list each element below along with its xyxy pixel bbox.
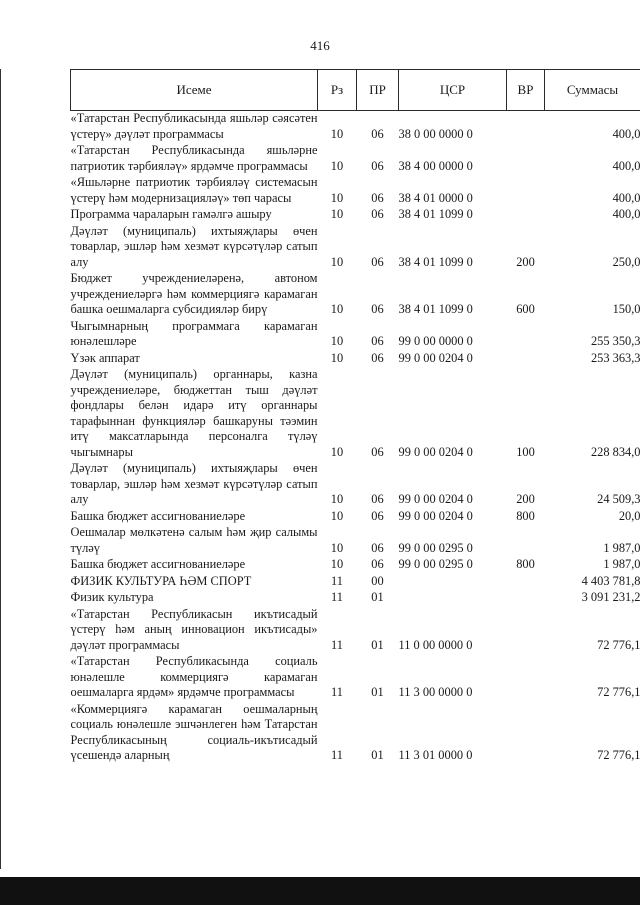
cell-csr: 11 0 00 0000 0: [398, 637, 473, 652]
table-row: [71, 525, 640, 557]
header-pr: ПР: [357, 70, 399, 111]
cell-pr: 06: [371, 302, 384, 316]
cell-rz: 10: [330, 190, 344, 205]
table-row: [71, 111, 640, 144]
cell-pr: 06: [371, 254, 384, 269]
budget-table-container: [70, 69, 640, 765]
table-row: [71, 509, 640, 526]
cell-pr: 01: [371, 748, 384, 762]
cell-rz: 10: [330, 350, 344, 365]
cell-name: Оешмалар мөлкәтенә салым һәм җир салымы түләү: [70, 525, 318, 555]
cell-name: Башка бюджет ассигнованиеләре: [70, 508, 246, 523]
cell-amount: 400,0: [612, 190, 640, 205]
cell-name: ФИЗИК КУЛЬТУРА ҺӘМ СПОРТ: [70, 573, 252, 588]
cell-vr: [507, 319, 545, 351]
header-csr: ЦСР: [399, 70, 507, 111]
cell-vr: [507, 207, 545, 224]
cell-pr: 06: [371, 334, 384, 348]
cell-rz: 10: [330, 207, 344, 221]
cell-amount: 250,0: [612, 254, 640, 269]
header-vr: ВР: [507, 70, 545, 111]
table-row: [71, 207, 640, 224]
cell-name: «Коммерциягә карамаган оешмаларның социаль юнәлешле эшчәнлеген һәм Татарстан Республикасының социаль-икътисадый үсешендә аларның: [70, 701, 318, 762]
cell-csr: 99 0 00 0295 0: [398, 557, 473, 571]
cell-pr: 06: [371, 508, 384, 523]
cell-name: Физик культура: [70, 590, 154, 604]
cell-vr: 100: [516, 444, 535, 459]
cell-amount: 72 776,1: [597, 685, 640, 699]
cell-name: Үзәк аппарат: [70, 350, 140, 365]
cell-amount: 72 776,1: [597, 748, 640, 762]
table-row: [71, 654, 640, 702]
cell-pr: 06: [371, 540, 384, 555]
cell-name: Бюджет учреждениеләренә, автоном учреждениеләргә һәм коммерциягә карамаган башка оешмаларга субсидияләр бирү: [70, 271, 318, 316]
cell-vr: [507, 654, 545, 702]
cell-name: «Яшьләрне патриотик тәрбияләү системасын үстерү һәм модернизацияләү» төп чарасы: [70, 175, 318, 205]
table-row: [71, 702, 640, 765]
cell-pr: 06: [371, 492, 384, 506]
cell-rz: 10: [330, 540, 344, 555]
cell-vr: [507, 574, 545, 591]
cell-rz: 10: [330, 126, 344, 141]
cell-vr: [507, 607, 545, 655]
cell-amount: 3 091 231,2: [581, 590, 640, 604]
cell-vr: 800: [516, 508, 535, 523]
cell-pr: 06: [371, 350, 384, 365]
header-rz: Рз: [318, 70, 357, 111]
cell-amount: 4 403 781,8: [581, 573, 640, 588]
cell-vr: [507, 111, 545, 144]
cell-vr: 200: [516, 254, 535, 269]
cell-amount: 24 509,3: [597, 492, 640, 506]
cell-vr: 800: [516, 557, 535, 571]
cell-rz: 10: [330, 557, 344, 571]
cell-rz: 10: [330, 302, 344, 316]
cell-pr: 06: [371, 444, 384, 459]
table-body: [71, 111, 640, 765]
cell-amount: 150,0: [612, 302, 640, 316]
cell-rz: 10: [330, 254, 344, 269]
cell-rz: 11: [331, 685, 343, 699]
cell-pr: 06: [371, 190, 384, 205]
table-row: [71, 367, 640, 461]
cell-name: Башка бюджет ассигнованиеләре: [70, 557, 246, 571]
cell-amount: 1 987,0: [603, 557, 640, 571]
cell-csr: 99 0 00 0295 0: [398, 540, 473, 555]
cell-name: Чыгымнарның программага карамаган юнәлешләре: [70, 318, 318, 348]
header-name: Исеме: [71, 70, 318, 111]
cell-name: «Татарстан Республикасында яшьләрне патриотик тәрбияләү» ярдәмче программасы: [70, 143, 318, 173]
cell-amount: 400,0: [612, 207, 640, 221]
cell-vr: [507, 351, 545, 368]
cell-vr: [507, 143, 545, 175]
cell-pr: 01: [371, 685, 384, 699]
cell-rz: 11: [331, 637, 343, 652]
table-row: [71, 461, 640, 509]
header-amount: Суммасы: [545, 70, 640, 111]
cell-csr: 38 0 00 0000 0: [398, 126, 473, 141]
cell-pr: 01: [371, 637, 384, 652]
cell-vr: [507, 590, 545, 607]
cell-vr: [507, 525, 545, 557]
cell-csr: 99 0 00 0204 0: [398, 508, 473, 523]
page-number: 416: [310, 38, 330, 53]
cell-csr: [399, 574, 507, 591]
cell-pr: 00: [371, 573, 384, 588]
cell-rz: 10: [330, 508, 344, 523]
table-row: [71, 175, 640, 207]
cell-csr: 38 4 01 1099 0: [398, 254, 473, 269]
cell-pr: 06: [371, 207, 384, 221]
cell-vr: 200: [516, 492, 535, 506]
cell-csr: 38 4 01 1099 0: [398, 302, 473, 316]
cell-pr: 06: [371, 557, 384, 571]
cell-csr: 99 0 00 0204 0: [398, 444, 473, 459]
cell-vr: 600: [516, 302, 535, 316]
table-row: [71, 351, 640, 368]
cell-rz: 11: [331, 573, 343, 588]
budget-table: [70, 69, 640, 765]
cell-csr: 99 0 00 0204 0: [398, 350, 473, 365]
table-row: [71, 574, 640, 591]
cell-amount: 228 834,0: [590, 444, 640, 459]
scan-left-edge-line: [0, 69, 1, 869]
table-row: [71, 143, 640, 175]
cell-name: Дәүләт (муниципаль) органнары, казна учреждениеләре, бюджеттан тыш дәүләт фондлары белән идарә итү органнары тарафыннан функцияләр башкаруны тәэмин итү максатларында персоналга түләү чыгымнары: [70, 367, 318, 459]
cell-name: Дәүләт (муниципаль) ихтыяҗлары өчен товарлар, эшләр һәм хезмәт күрсәтүләр сатып алу: [70, 223, 318, 269]
cell-rz: 10: [330, 334, 344, 348]
table-row: [71, 557, 640, 574]
cell-pr: 06: [371, 126, 384, 141]
cell-amount: 400,0: [612, 126, 640, 141]
cell-csr: 38 4 00 0000 0: [398, 158, 473, 173]
scan-bottom-edge: [0, 877, 640, 905]
cell-amount: 72 776,1: [597, 637, 640, 652]
cell-amount: 20,0: [618, 508, 640, 523]
cell-name: «Татарстан Республикасын икътисадый үстерү һәм аның инновацион икътисады» дәүләт программасы: [70, 606, 318, 652]
cell-pr: 01: [371, 590, 384, 604]
cell-pr: 06: [371, 158, 384, 173]
cell-name: «Татарстан Республикасында яшьләр сәясәтен үстерү» дәүләт программасы: [70, 111, 318, 141]
table-row: [71, 224, 640, 272]
cell-rz: 11: [331, 748, 343, 762]
cell-csr: 38 4 01 1099 0: [398, 207, 473, 221]
cell-amount: 400,0: [612, 158, 640, 173]
cell-csr: 99 0 00 0000 0: [398, 334, 473, 348]
cell-csr: 11 3 00 0000 0: [398, 685, 473, 699]
cell-name: Дәүләт (муниципаль) ихтыяҗлары өчен товарлар, эшләр һәм хезмәт күрсәтүләр сатып алу: [70, 461, 318, 506]
cell-csr: 11 3 01 0000 0: [398, 748, 473, 762]
table-row: [71, 590, 640, 607]
cell-rz: 10: [330, 444, 344, 459]
cell-vr: [507, 175, 545, 207]
cell-rz: 11: [331, 590, 343, 604]
table-header-row: [71, 70, 640, 111]
cell-csr: 99 0 00 0204 0: [398, 492, 473, 506]
cell-vr: [507, 702, 545, 765]
cell-csr: 38 4 01 0000 0: [398, 190, 473, 205]
cell-amount: 253 363,3: [590, 350, 640, 365]
cell-name: Программа чараларын гамәлгә ашыру: [70, 207, 272, 221]
cell-rz: 10: [330, 492, 344, 506]
table-row: [71, 607, 640, 655]
table-row: [71, 319, 640, 351]
table-row: [71, 271, 640, 319]
cell-name: «Татарстан Республикасында социаль юнәлешле коммерциягә карамаган оешмаларга ярдәм» ярдәмче программасы: [70, 654, 318, 699]
cell-rz: 10: [330, 158, 344, 173]
cell-amount: 255 350,3: [590, 334, 640, 348]
cell-amount: 1 987,0: [603, 540, 640, 555]
cell-csr: [399, 590, 507, 607]
